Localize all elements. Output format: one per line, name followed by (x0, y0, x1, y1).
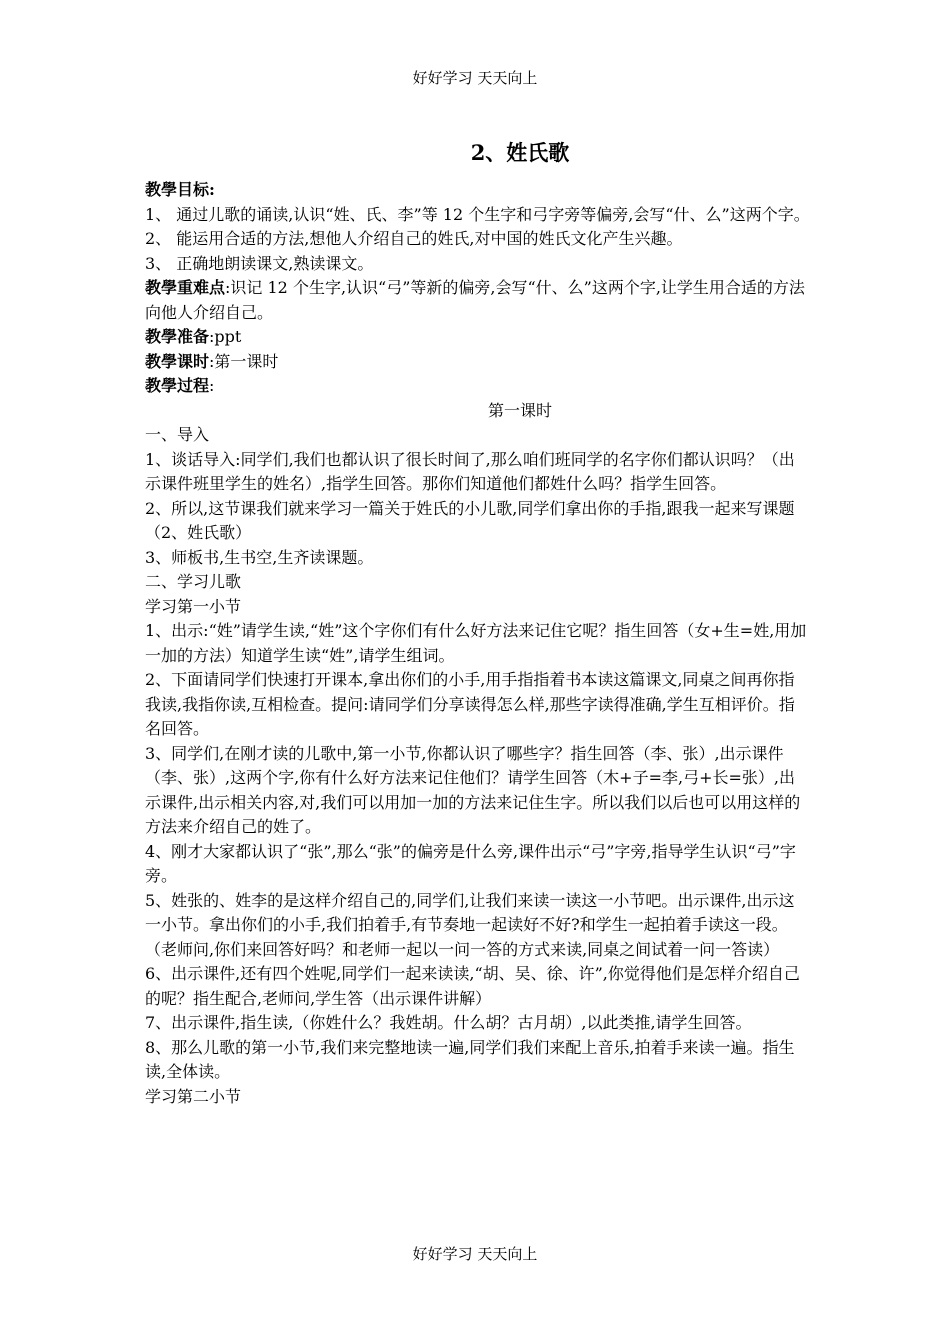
key-points-label: 教學重难点 (145, 278, 226, 297)
document-title: 2、姓氏歌 (470, 140, 570, 165)
class-hours (145, 350, 810, 375)
subsection-heading: 学习第一小节 (145, 596, 242, 616)
process-label: 教學过程 (145, 376, 210, 395)
paragraph: 7、出示课件,指生读,（你姓什么？我姓胡。什么胡？古月胡）,以此类推,请学生回答。 (145, 1013, 752, 1032)
paragraph: 5、姓张的、姓李的是这样介绍自己的,同学们,让我们来读一读这一小节吧。出示课件,出示这一小节。拿出你们的小手,我们拍着手,有节奏地一起读好不好?和学生一起拍着手读这一段。（老师问,你们来回答好吗？和老师一起以一问一答的方式来读,同桌之间试着一问一答读） (145, 890, 795, 959)
objectives-label: 教學目标: (145, 180, 215, 199)
page-header: 好好学习 天天向上 (412, 69, 538, 87)
document-body (145, 140, 810, 1109)
key-points-text: :识记 12 个生字,认识“弓”等新的偏旁,会写“什、么”这两个字,让学生用合适的方法向他人介绍自己。 (145, 278, 805, 322)
paragraph: 6、出示课件,还有四个姓呢,同学们一起来读读,“胡、吴、徐、许”,你觉得他们是怎样介绍自己的呢？指生配合,老师问,学生答（出示课件讲解） (145, 964, 800, 1008)
paragraph: 3、师板书,生书空,生齐读课题。 (145, 547, 374, 567)
preparation (145, 325, 810, 350)
lesson-heading: 第一课时 (487, 400, 552, 420)
paragraph: 8、那么儿歌的第一小节,我们来完整地读一遍,同学们我们来配上音乐,拍着手来读一遍。指生读,全体读。 (145, 1037, 795, 1081)
section-heading: 二、学习儿歌 (145, 572, 242, 591)
subsection-heading: 学习第二小节 (145, 1086, 242, 1106)
preparation-text: :ppt (209, 327, 242, 346)
paragraph: 1、出示:“姓”请学生读,“姓”这个字你们有什么好方法来记住它呢？指生回答（女+生=姓,用加一加的方法）知道学生读“姓”,请学生组词。 (145, 621, 807, 665)
key-points (145, 276, 810, 325)
paragraph: 1、谈话导入:同学们,我们也都认识了很长时间了,那么咱们班同学的名字你们都认识吗？（出示课件班里学生的姓名）,指学生回答。那你们知道他们都姓什么吗？指学生回答。 (145, 449, 795, 493)
process-text: : (209, 376, 215, 395)
paragraph: 4、刚才大家都认识了“张”,那么“张”的偏旁是什么旁,课件出示“弓”字旁,指导学生认识“弓”字旁。 (145, 841, 796, 885)
preparation-label: 教學准备 (145, 327, 210, 346)
objective-item: 1、 通过儿歌的诵读,认识“姓、氏、李”等 12 个生字和弓字旁等偏旁,会写“什、么”这两个字。 (145, 204, 810, 224)
process (145, 374, 810, 399)
class-hours-label: 教學课时 (145, 351, 210, 371)
page-footer: 好好学习 天天向上 (412, 1245, 538, 1263)
paragraph: 2、下面请同学们快速打开课本,拿出你们的小手,用手指指着书本读这篇课文,同桌之间再你指我读,我指你读,互相检查。提问:请同学们分享读得怎么样,那些字读得准确,学生互相评价。指名回答。 (145, 670, 795, 738)
paragraph: 2、所以,这节课我们就来学习一篇关于姓氏的小儿歌,同学们拿出你的手指,跟我一起来写课题（2、姓氏歌） (145, 498, 795, 542)
class-hours-text: :第一课时 (209, 351, 279, 371)
objective-item: 2、 能运用合适的方法,想他人介绍自己的姓氏,对中国的姓氏文化产生兴趣。 (145, 229, 683, 248)
objective-item: 3、 正确地朗读课文,熟读课文。 (145, 253, 374, 273)
section-heading: 一、导入 (145, 425, 210, 444)
paragraph: 3、同学们,在刚才读的儿歌中,第一小节,你都认识了哪些字？指生回答（李、张）,出示课件（李、张）,这两个字,你有什么好方法来记住他们？请学生回答（木+子=李,弓+长=张）,出示课件,出示相关内容,对,我们可以用加一加的方法来记住生字。所以我们以后也可以用这样的方法来介绍自己的姓了。 (145, 743, 801, 836)
